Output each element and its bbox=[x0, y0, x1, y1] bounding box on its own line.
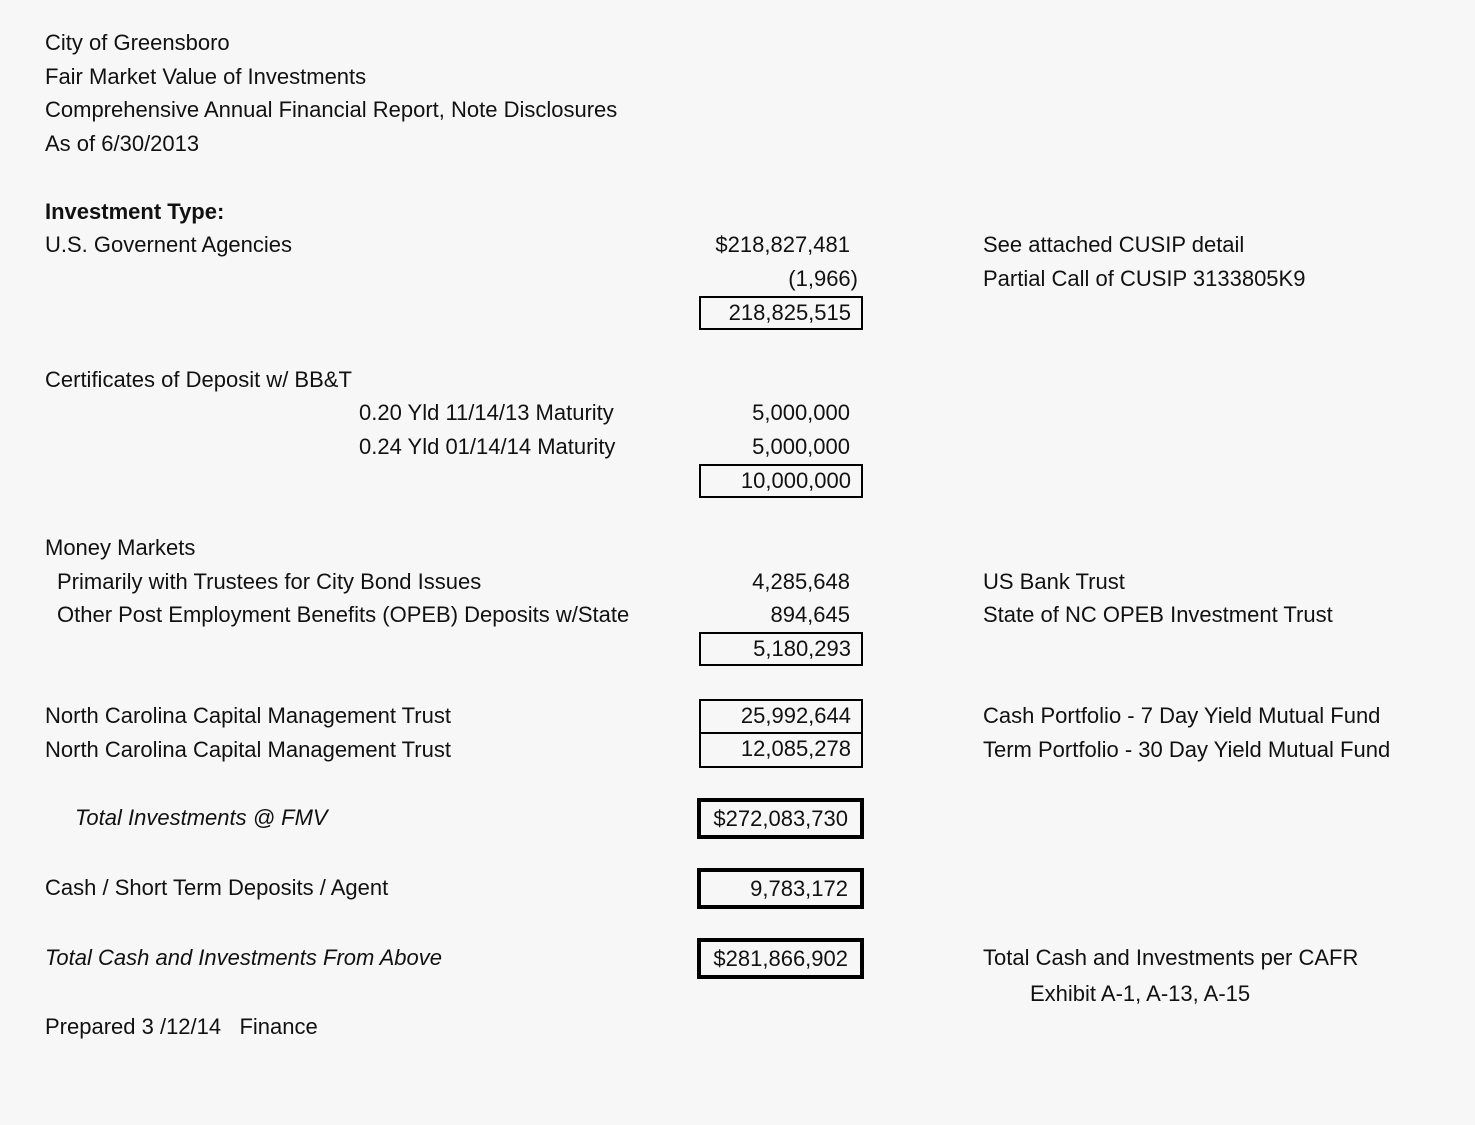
us-gov-adjustment-note: Partial Call of CUSIP 3133805K9 bbox=[983, 266, 1306, 291]
nccmt-label: North Carolina Capital Management Trust bbox=[45, 703, 451, 728]
cd-item-label: 0.20 Yld 11/14/13 Maturity bbox=[359, 400, 614, 425]
total-cash-investments-box: $281,866,902 bbox=[697, 938, 864, 979]
us-gov-label: U.S. Governent Agencies bbox=[45, 232, 293, 257]
cd-item-amount: 5,000,000 bbox=[752, 400, 850, 425]
investment-type-heading: Investment Type: bbox=[45, 199, 225, 224]
report-title: Fair Market Value of Investments bbox=[45, 64, 367, 89]
report-date: As of 6/30/2013 bbox=[45, 131, 200, 156]
report-subtitle: Comprehensive Annual Financial Report, Note Disclosures bbox=[45, 97, 618, 122]
us-gov-amount: $218,827,481 bbox=[715, 232, 850, 257]
money-markets-label: Money Markets bbox=[45, 535, 196, 560]
cd-label: Certificates of Deposit w/ BB&T bbox=[45, 367, 352, 392]
prepared-footer: Prepared 3 /12/14 Finance bbox=[45, 1014, 318, 1039]
money-markets-item-amount: 894,645 bbox=[770, 602, 850, 627]
nccmt-note: Cash Portfolio - 7 Day Yield Mutual Fund bbox=[983, 703, 1381, 728]
total-investments-box: $272,083,730 bbox=[697, 798, 864, 839]
cd-item-amount: 5,000,000 bbox=[752, 434, 850, 459]
money-markets-item-note: US Bank Trust bbox=[983, 569, 1125, 594]
us-gov-adjustment: (1,966) bbox=[788, 266, 858, 291]
money-markets-subtotal-box: 5,180,293 bbox=[699, 632, 863, 666]
money-markets-item-amount: 4,285,648 bbox=[752, 569, 850, 594]
report-city: City of Greensboro bbox=[45, 30, 230, 55]
total-cash-investments-label: Total Cash and Investments From Above bbox=[45, 945, 443, 970]
money-markets-item-label: Primarily with Trustees for City Bond Issues bbox=[57, 569, 482, 594]
cd-subtotal-box: 10,000,000 bbox=[699, 464, 863, 498]
money-markets-item-note: State of NC OPEB Investment Trust bbox=[983, 602, 1333, 627]
cash-label: Cash / Short Term Deposits / Agent bbox=[45, 875, 389, 900]
nccmt-amount-box: 12,085,278 bbox=[699, 732, 863, 768]
money-markets-item-label: Other Post Employment Benefits (OPEB) Deposits w/State bbox=[57, 602, 630, 627]
cash-amount-box: 9,783,172 bbox=[697, 868, 864, 909]
us-gov-note: See attached CUSIP detail bbox=[983, 232, 1245, 257]
nccmt-label: North Carolina Capital Management Trust bbox=[45, 737, 451, 762]
total-investments-label: Total Investments @ FMV bbox=[75, 805, 328, 830]
cd-item-label: 0.24 Yld 01/14/14 Maturity bbox=[359, 434, 616, 459]
nccmt-amount-box: 25,992,644 bbox=[699, 699, 863, 734]
total-cash-investments-note: Total Cash and Investments per CAFR bbox=[983, 945, 1359, 970]
us-gov-subtotal-box: 218,825,515 bbox=[699, 296, 863, 330]
nccmt-note: Term Portfolio - 30 Day Yield Mutual Fund bbox=[983, 737, 1391, 762]
total-cash-investments-exhibit: Exhibit A-1, A-13, A-15 bbox=[1030, 981, 1251, 1006]
